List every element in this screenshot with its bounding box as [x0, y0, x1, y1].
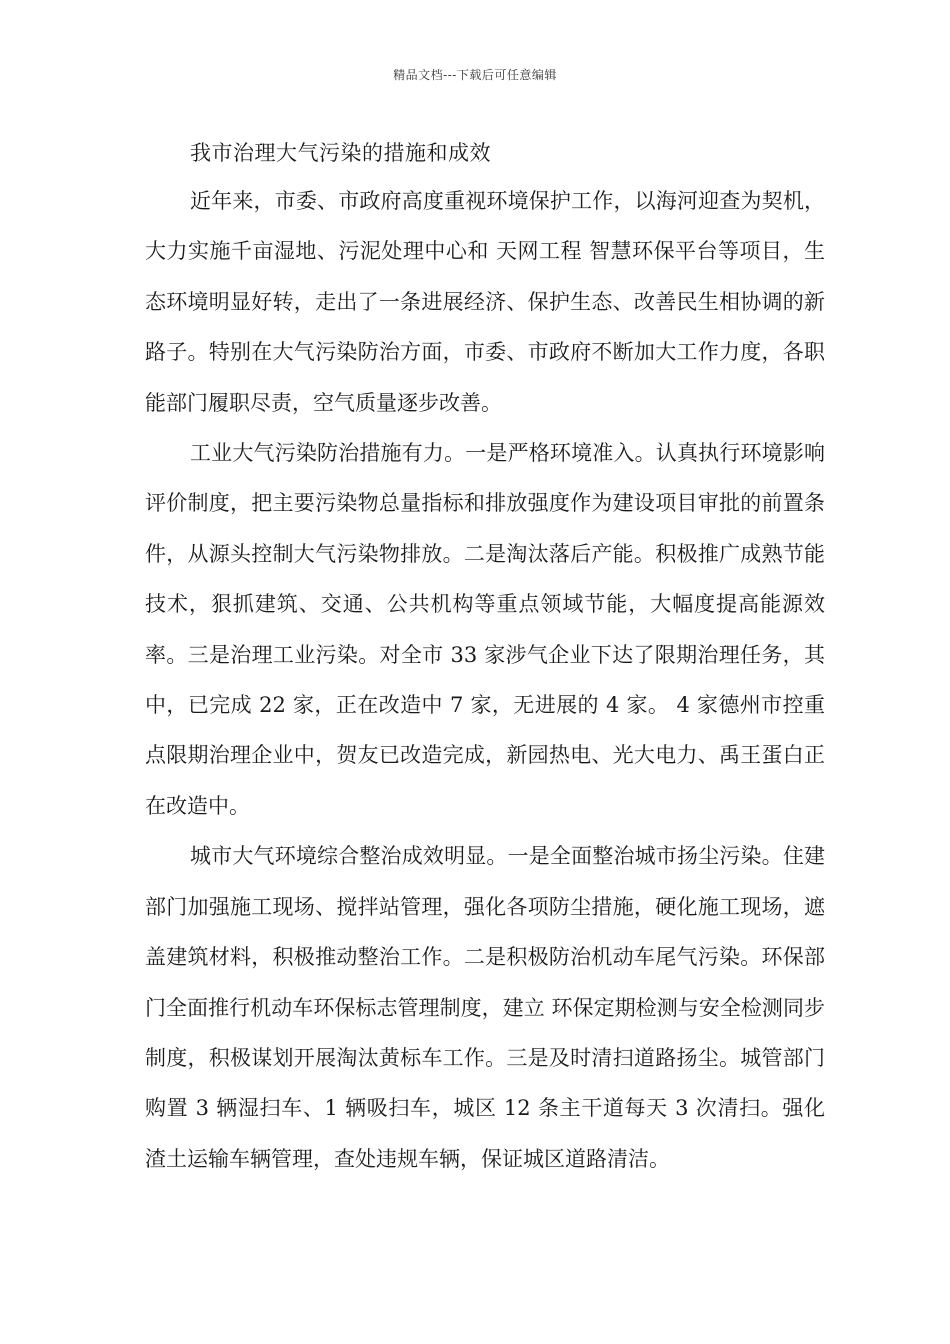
paragraph-intro: 近年来，市委、市政府高度重视环境保护工作，以海河迎查为契机，大力实施千亩湿地、污泥处理中心和 天网工程 智慧环保平台等项目，生态环境明显好转，走出了一条进展经济、保护生态、改善民生相协调的新路子。特别在大气污染防治方面，市委、市政府不断加大工作力度，各职能部门履职尽责，空气质量逐步改善。: [145, 189, 825, 415]
paragraph-industrial: 工业大气污染防治措施有力。一是严格环境准入。认真执行环境影响评价制度，把主要污染物总量指标和排放强度作为建设项目审批的前置条件，从源头控制大气污染物排放。二是淘汰落后产能。积极推广成熟节能技术，狠抓建筑、交通、公共机构等重点领域节能，大幅度提高能源效率。三是治理工业污染。对全市 33 家涉气企业下达了限期治理任务，其中，已完成 22 家，正在改造中 7 家，无进展的 4 家。 4 家德州市控重点限期治理企业中，贺友已改造完成，新园热电、光大电力、禹王蛋白正在改造中。: [145, 441, 825, 818]
document-title: 我市治理大气污染的措施和成效: [190, 141, 491, 165]
document-body: [145, 176, 825, 1184]
header-note: 精品文档---下载后可任意编辑: [393, 68, 557, 82]
paragraph-urban: 城市大气环境综合整治成效明显。一是全面整治城市扬尘污染。住建部门加强施工现场、搅拌站管理，强化各项防尘措施，硬化施工现场，遮盖建筑材料，积极推动整治工作。二是积极防治机动车尾气污染。环保部门全面推行机动车环保标志管理制度，建立 环保定期检测与安全检测同步 制度，积极谋划开展淘汰黄标车工作。三是及时清扫道路扬尘。城管部门购置 3 辆湿扫车、1 辆吸扫车，城区 12 条主干道每天 3 次清扫。强化渣土运输车辆管理，查处违规车辆，保证城区道路清洁。: [145, 844, 825, 1171]
